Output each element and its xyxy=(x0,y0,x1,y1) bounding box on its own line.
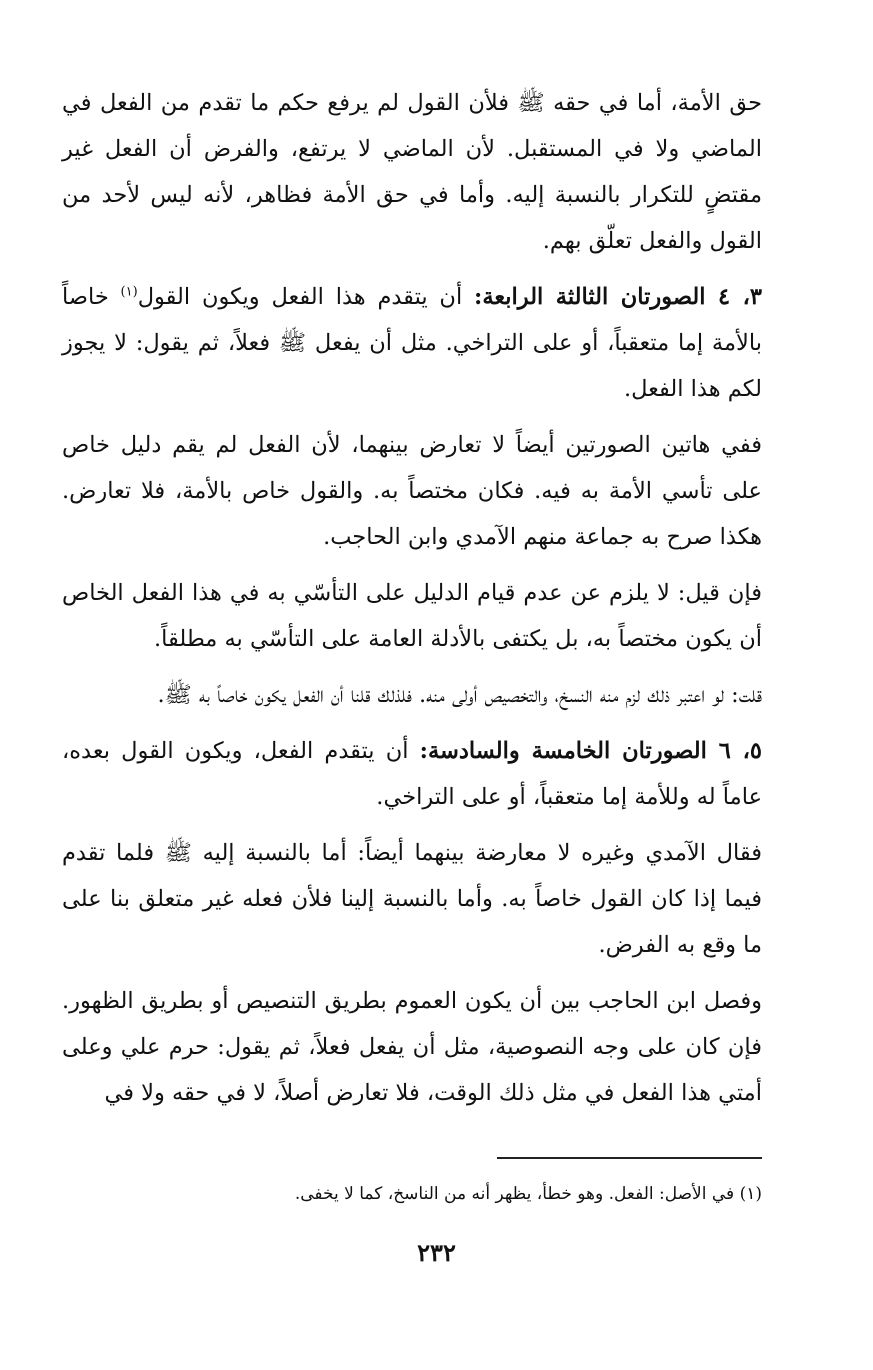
page-number: ٢٣٢ xyxy=(417,1238,456,1267)
paragraph-4 xyxy=(62,570,762,662)
paragraph-5 xyxy=(62,672,762,718)
paragraph-1-text: حق الأمة، أما في حقه ﷺ فلأن القول لم يرفع حكم ما تقدم من الفعل في الماضي ولا في المستقبل. لأن الماضي لا يرتفع، والفرض أن الفعل غير مقتضٍ للتكرار بالنسبة إليه. وأما في حق الأمة فظاهر، لأنه ليس لأحد من القول والفعل تعلّق بهم. xyxy=(62,90,762,254)
paragraph-7 xyxy=(62,830,762,968)
paragraph-3-text: ففي هاتين الصورتين أيضاً لا تعارض بينهما، لأن الفعل لم يقم دليل خاص على تأسي الأمة به فيه. فكان مختصاً به. والقول خاص بالأمة، فلا تعارض. هكذا صرح به جماعة منهم الآمدي وابن الحاجب. xyxy=(62,432,762,550)
paragraph-6 xyxy=(62,728,762,820)
paragraph-2-text: أن يتقدم هذا الفعل ويكون القول xyxy=(137,284,475,310)
paragraph-6-text: أن يتقدم الفعل، ويكون القول بعده، عاماً له وللأمة إما متعقباً، أو على التراخي. xyxy=(62,738,762,810)
paragraph-6-heading: ٥، ٦ الصورتان الخامسة والسادسة: xyxy=(419,738,762,764)
paragraph-8-text: وفصل ابن الحاجب بين أن يكون العموم بطريق التنصيص أو بطريق الظهور. فإن كان على وجه النصوصية، مثل أن يفعل فعلاً، ثم يقول: حرم علي وعلى أمتي هذا الفعل في مثل ذلك الوقت، فلا تعارض أصلاً، لا في حقه ولا في xyxy=(62,988,762,1106)
paragraph-5-text: قلت: لو اعتبر ذلك لزم منه النسخ، والتخصيص أولى منه. فلذلك قلنا أن الفعل يكون خاصاً به ﷺ. xyxy=(157,682,762,708)
footnote: (١) في الأصل: الفعل. وهو خطأ، يظهر أنه من الناسخ، كما لا يخفى. xyxy=(294,1184,762,1204)
paragraph-2-heading: ٣، ٤ الصورتان الثالثة الرابعة: xyxy=(474,284,762,310)
paragraph-8 xyxy=(62,978,762,1116)
paragraph-1 xyxy=(62,80,762,264)
paragraph-7-text: فقال الآمدي وغيره لا معارضة بينهما أيضاً: أما بالنسبة إليه ﷺ فلما تقدم فيما إذا كان القول خاصاً به. وأما بالنسبة إلينا فلأن فعله غير متعلق بنا على ما وقع به الفرض. xyxy=(62,840,762,958)
paragraph-3 xyxy=(62,422,762,560)
paragraph-2-text-continued: خاصاً بالأمة إما متعقباً، أو على التراخي. مثل أن يفعل ﷺ فعلاً، ثم يقول: لا يجوز لكم هذا الفعل. xyxy=(62,284,762,402)
paragraph-2 xyxy=(62,274,762,412)
footnote-marker: (١) xyxy=(120,284,138,300)
footnote-divider xyxy=(497,1157,762,1159)
main-text xyxy=(62,80,762,1126)
paragraph-4-text: فإن قيل: لا يلزم عن عدم قيام الدليل على التأسّي به في هذا الفعل الخاص أن يكون مختصاً به، بل يكتفى بالأدلة العامة على التأسّي به مطلقاً. xyxy=(62,580,762,652)
